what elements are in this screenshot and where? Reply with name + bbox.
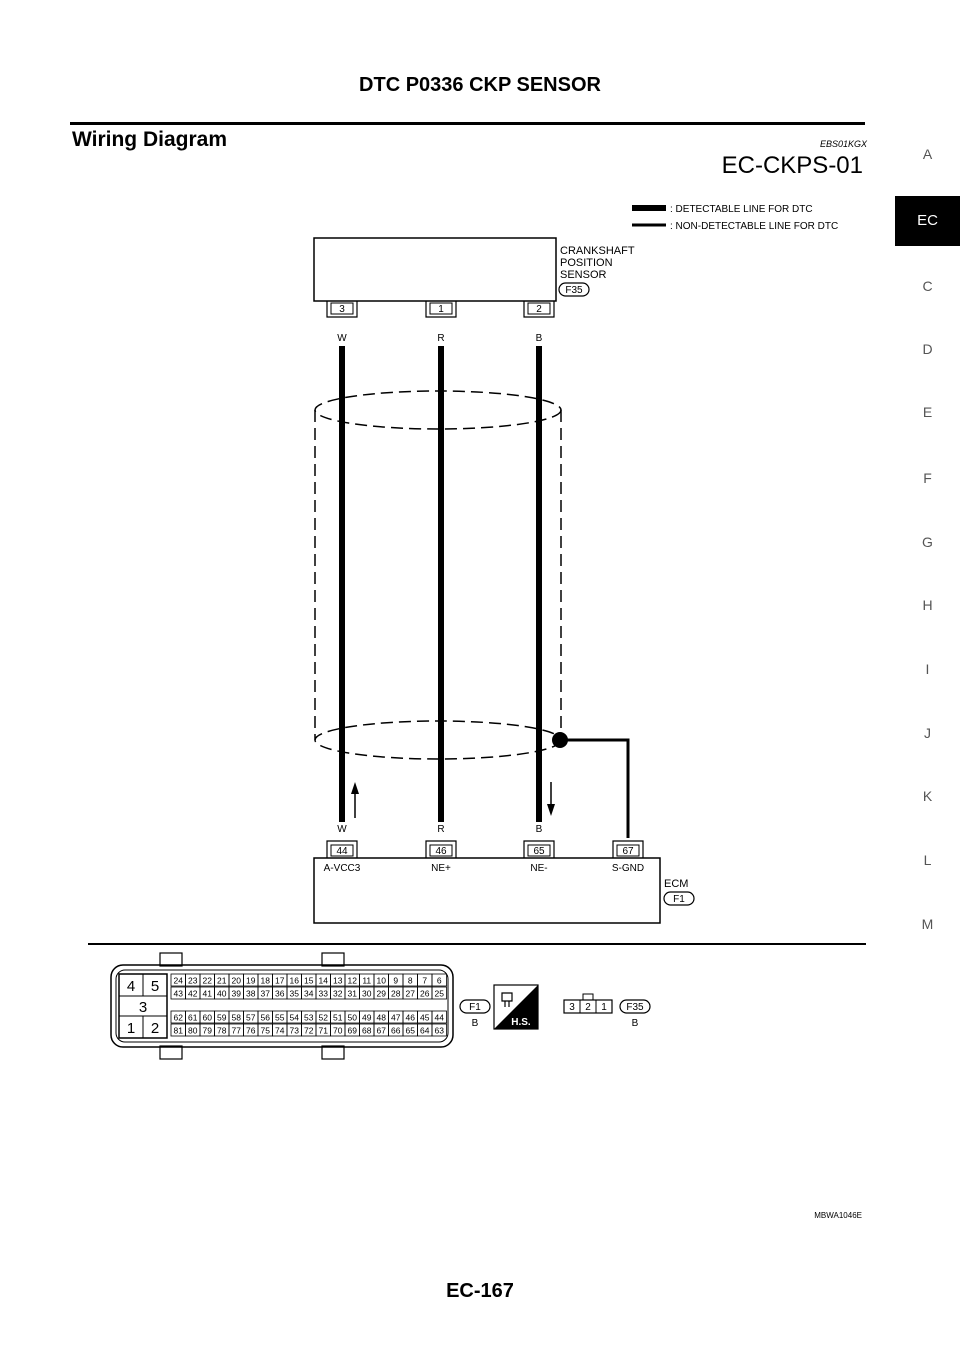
ecm-pin-number: 25 xyxy=(434,988,444,999)
sensor-name-line-1: CRANKSHAFT xyxy=(560,245,635,257)
ecm-pin-number: 64 xyxy=(420,1025,430,1036)
ecm-pin-number: 59 xyxy=(217,1012,227,1023)
ecm-pin-46 xyxy=(426,841,456,858)
wires xyxy=(342,346,539,822)
ecm-connector-id: F1 xyxy=(673,894,685,905)
ecm-pin-number: 7 xyxy=(422,975,428,986)
ecm-pin-number: 51 xyxy=(333,1012,343,1023)
section-ref-code: EBS01KGX xyxy=(820,139,868,149)
sidebar-item-l[interactable]: L xyxy=(923,852,932,868)
ecm-pin-number: 69 xyxy=(347,1025,357,1036)
f35-color: B xyxy=(631,1018,639,1029)
legend-non-detectable: : NON-DETECTABLE LINE FOR DTC xyxy=(670,221,839,232)
sensor-view-pin-1: 1 xyxy=(601,1002,607,1013)
ecm-pin-number: 33 xyxy=(318,988,328,999)
sidebar-item-e[interactable]: E xyxy=(922,404,933,420)
ecm-pin-number: 21 xyxy=(217,975,227,986)
section-title: Wiring Diagram xyxy=(72,128,227,151)
ecm-pin-number: 16 xyxy=(289,975,299,986)
sensor-pin-2 xyxy=(524,301,554,317)
ecm-module xyxy=(314,841,694,923)
ecm-pin-number: 12 xyxy=(347,975,357,986)
sidebar-item-i[interactable]: I xyxy=(925,661,930,677)
ecm-pin-number: 66 xyxy=(391,1025,401,1036)
ecm-big-cell-5: 5 xyxy=(150,978,160,995)
ecm-big-cell-3: 3 xyxy=(138,999,148,1016)
ecm-pin-number: 63 xyxy=(434,1025,444,1036)
hs-label: H.S. xyxy=(511,1017,531,1028)
f1-color: B xyxy=(471,1018,479,1029)
svg-text:65: 65 xyxy=(533,846,545,857)
ecm-pin-number: 45 xyxy=(420,1012,430,1023)
ecm-pin-number: 67 xyxy=(376,1025,386,1036)
ecm-pin-number: 6 xyxy=(436,975,442,986)
ecm-pin-number: 19 xyxy=(246,975,256,986)
ecm-pin-number: 29 xyxy=(376,988,386,999)
ecm-pin-number: 38 xyxy=(246,988,256,999)
svg-text:3: 3 xyxy=(339,304,345,315)
ecm-pin-67 xyxy=(613,841,643,858)
ecm-pin-number: 13 xyxy=(333,975,343,986)
sidebar-item-d[interactable]: D xyxy=(922,341,933,357)
ecm-pin-number: 73 xyxy=(289,1025,299,1036)
ecm-pin-number: 80 xyxy=(188,1025,198,1036)
ecm-pin-number: 35 xyxy=(289,988,299,999)
ecm-pin-number: 62 xyxy=(173,1012,183,1023)
arrow-up-icon xyxy=(351,782,359,794)
ecm-pin-number: 47 xyxy=(391,1012,401,1023)
ecm-pin-number: 31 xyxy=(347,988,357,999)
page-number: EC-167 xyxy=(446,1280,514,1302)
sidebar-item-g[interactable]: G xyxy=(922,534,933,550)
wire-color-bottom-w: W xyxy=(337,824,347,835)
ecm-big-cell-2: 2 xyxy=(150,1020,160,1037)
wire-color-top-w: W xyxy=(337,333,347,344)
ecm-pin-number: 37 xyxy=(260,988,270,999)
sensor-pin-1 xyxy=(426,301,456,317)
ecm-pin-number: 52 xyxy=(318,1012,328,1023)
ecm-pin-number: 15 xyxy=(304,975,314,986)
ecm-pin-number: 53 xyxy=(304,1012,314,1023)
ecm-pin-number: 58 xyxy=(231,1012,241,1023)
wire-color-top-b: B xyxy=(535,333,543,344)
ecm-pin-number: 41 xyxy=(202,988,212,999)
svg-text:1: 1 xyxy=(438,304,444,315)
ecm-pin-number: 49 xyxy=(362,1012,372,1023)
sensor-connector-view xyxy=(564,994,650,1029)
svg-text:46: 46 xyxy=(435,846,447,857)
sidebar-item-m[interactable]: M xyxy=(921,916,934,932)
ecm-pin-number: 42 xyxy=(188,988,198,999)
legend-detectable: : DETECTABLE LINE FOR DTC xyxy=(670,204,813,215)
ecm-pin-number: 18 xyxy=(260,975,270,986)
ecm-pin-number: 22 xyxy=(202,975,212,986)
sensor-name-line-2: POSITION xyxy=(560,257,613,269)
legend xyxy=(632,204,838,232)
ecm-pin-label-ne-minus: NE- xyxy=(530,863,548,874)
ecm-pin-number: 48 xyxy=(376,1012,386,1023)
ecm-pin-number: 9 xyxy=(393,975,399,986)
ecm-pin-number: 26 xyxy=(420,988,430,999)
ecm-pin-number: 55 xyxy=(275,1012,285,1023)
ecm-pin-number: 81 xyxy=(173,1025,183,1036)
sidebar-item-c[interactable]: C xyxy=(922,278,933,294)
ecm-pin-65 xyxy=(524,841,554,858)
ecm-pin-label-s-gnd: S-GND xyxy=(611,863,645,874)
ecm-pin-number: 43 xyxy=(173,988,183,999)
ecm-pin-number: 70 xyxy=(333,1025,343,1036)
ecm-name: ECM xyxy=(664,878,689,890)
page-header-title: DTC P0336 CKP SENSOR xyxy=(359,74,601,96)
ecm-pin-number: 77 xyxy=(231,1025,241,1036)
ecm-pin-number: 40 xyxy=(217,988,227,999)
ecm-pin-44 xyxy=(327,841,357,858)
ecm-pin-number: 8 xyxy=(407,975,413,986)
sensor-name-line-3: SENSOR xyxy=(560,269,607,281)
f35-label: F35 xyxy=(626,1002,644,1013)
ecm-pin-number: 20 xyxy=(231,975,241,986)
ecm-pin-number: 56 xyxy=(260,1012,270,1023)
sensor-pin-3 xyxy=(327,301,357,317)
f1-connector-label xyxy=(460,1000,490,1029)
ecm-pin-number: 72 xyxy=(304,1025,314,1036)
svg-text:44: 44 xyxy=(336,846,348,857)
sidebar-item-ec[interactable]: EC xyxy=(895,196,960,246)
ecm-pin-number: 78 xyxy=(217,1025,227,1036)
ecm-pin-number: 39 xyxy=(231,988,241,999)
ecm-pin-number: 79 xyxy=(202,1025,212,1036)
ecm-pin-number: 57 xyxy=(246,1012,256,1023)
signal-arrows xyxy=(351,782,555,818)
ecm-pin-number: 14 xyxy=(318,975,328,986)
ecm-pin-number: 27 xyxy=(405,988,415,999)
ecm-pin-number: 34 xyxy=(304,988,314,999)
ecm-pin-number: 60 xyxy=(202,1012,212,1023)
ecm-big-cell-4: 4 xyxy=(126,978,136,995)
ecm-pin-number: 23 xyxy=(188,975,198,986)
ecm-pin-number: 17 xyxy=(275,975,285,986)
shield-drain-wire xyxy=(560,740,628,838)
ecm-pin-number: 11 xyxy=(362,975,372,986)
ecm-pin-number: 50 xyxy=(347,1012,357,1023)
ecm-pin-number: 68 xyxy=(362,1025,372,1036)
ecm-pin-number: 74 xyxy=(275,1025,285,1036)
f1-label: F1 xyxy=(469,1002,481,1013)
ecm-connector-view xyxy=(111,953,453,1059)
ecm-pin-label-ne-plus: NE+ xyxy=(431,863,451,874)
ecm-pin-number: 24 xyxy=(173,975,183,986)
ecm-pin-number: 71 xyxy=(318,1025,328,1036)
sidebar-item-f[interactable]: F xyxy=(923,470,932,486)
figure-code: MBWA1046E xyxy=(814,1211,862,1220)
arrow-down-icon xyxy=(547,804,555,816)
ecm-pin-number: 65 xyxy=(405,1025,415,1036)
sensor-connector-id: F35 xyxy=(565,285,583,296)
wire-color-bottom-b: B xyxy=(535,824,543,835)
svg-text:2: 2 xyxy=(536,304,542,315)
wire-color-top-r: R xyxy=(437,333,445,344)
ecm-pin-number: 36 xyxy=(275,988,285,999)
ecm-pin-number: 44 xyxy=(434,1012,444,1023)
sidebar-item-h[interactable]: H xyxy=(922,597,933,613)
ecm-pin-number: 75 xyxy=(260,1025,270,1036)
sidebar-item-j[interactable]: J xyxy=(924,725,931,741)
sidebar-item-k[interactable]: K xyxy=(922,788,933,804)
diagram-id: EC-CKPS-01 xyxy=(721,152,863,179)
ecm-pin-number: 61 xyxy=(188,1012,198,1023)
ecm-pin-number: 54 xyxy=(289,1012,299,1023)
ecm-pin-number: 32 xyxy=(333,988,343,999)
svg-text:67: 67 xyxy=(622,846,634,857)
ecm-pin-number: 30 xyxy=(362,988,372,999)
ecm-pin-number: 46 xyxy=(405,1012,415,1023)
ecm-pin-label-a-vcc3: A-VCC3 xyxy=(323,863,361,874)
harness-side-symbol xyxy=(494,985,538,1029)
ecm-pin-number: 10 xyxy=(376,975,386,986)
sidebar-item-a[interactable]: A xyxy=(922,146,933,162)
ecm-pin-number: 76 xyxy=(246,1025,256,1036)
ecm-pin-grid xyxy=(171,974,447,1036)
sensor-view-pin-3: 3 xyxy=(569,1002,575,1013)
ecm-pin-number: 28 xyxy=(391,988,401,999)
sensor-view-pin-2: 2 xyxy=(585,1002,591,1013)
wire-color-bottom-r: R xyxy=(437,824,445,835)
crankshaft-position-sensor xyxy=(314,238,635,344)
ecm-big-cell-1: 1 xyxy=(126,1020,136,1037)
